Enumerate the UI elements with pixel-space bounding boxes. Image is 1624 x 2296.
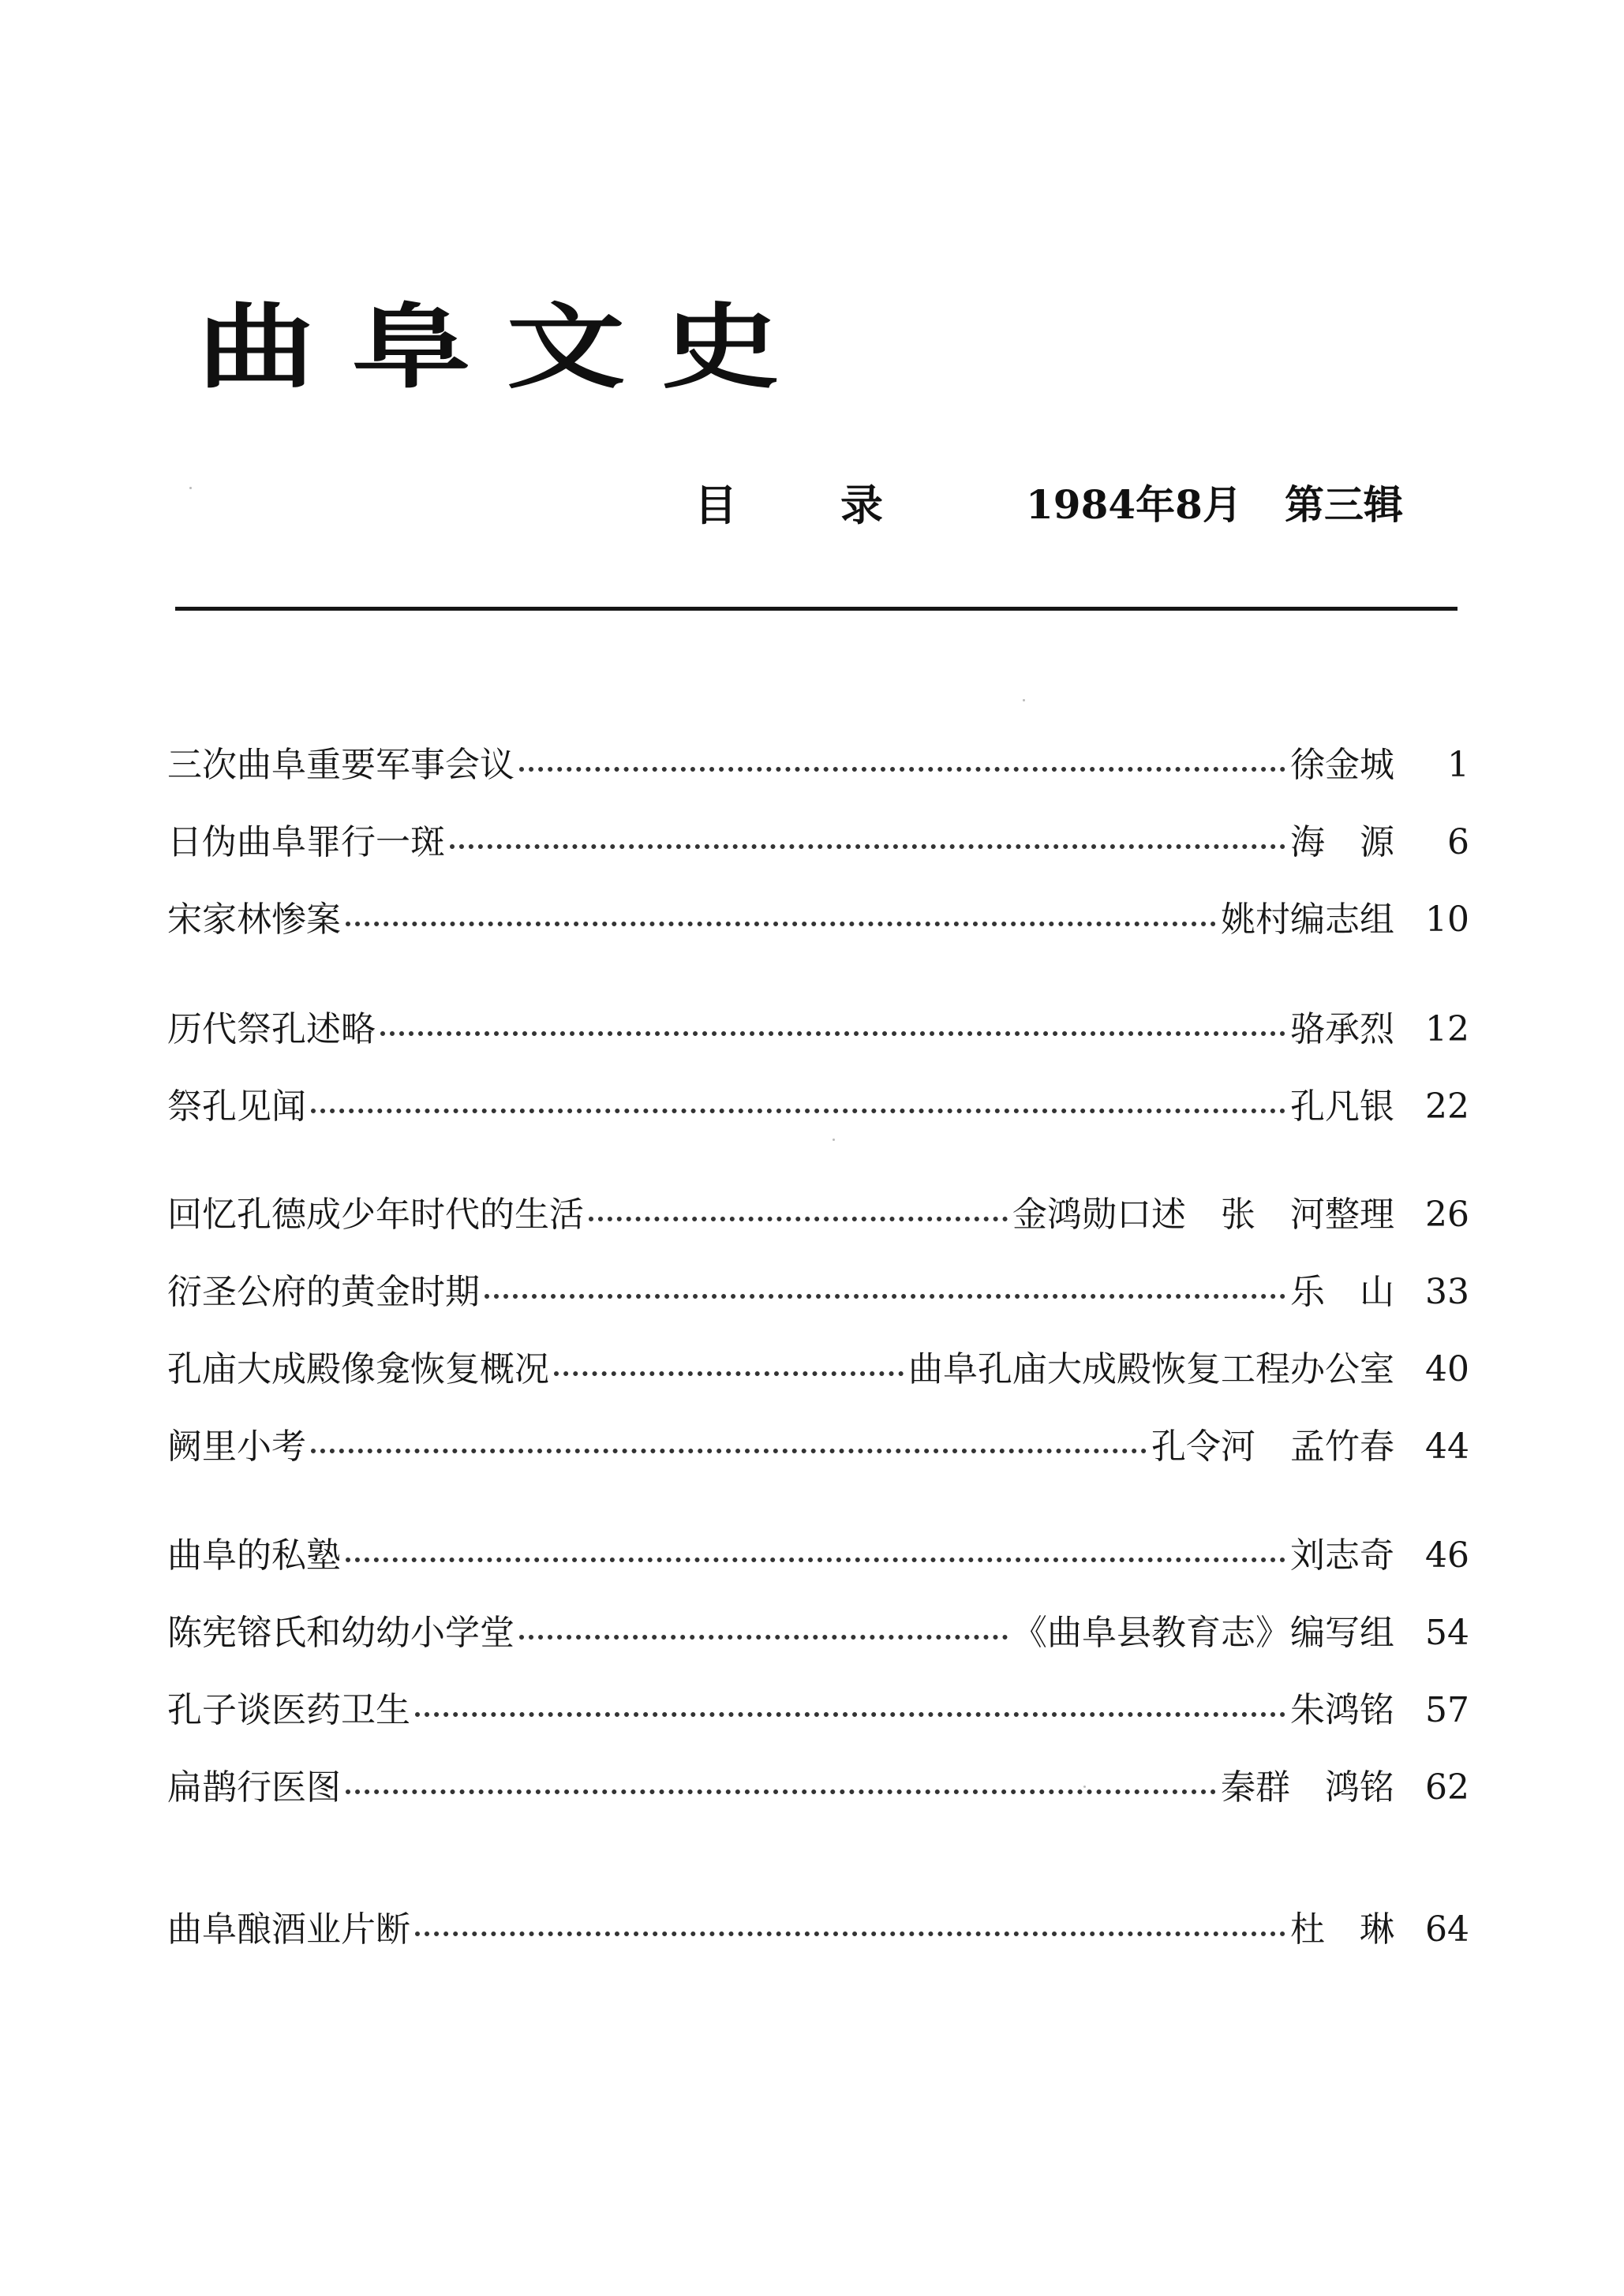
- dot-leader: [485, 1294, 1285, 1299]
- dot-leader: [380, 1031, 1285, 1036]
- dot-leader: [415, 1712, 1285, 1717]
- entry-page-number: 44: [1425, 1427, 1469, 1467]
- entry-page-number: 33: [1425, 1272, 1469, 1312]
- toc-entry: [167, 1760, 1469, 1815]
- entry-title: 孔子谈医药卫生: [167, 1690, 410, 1730]
- dot-leader: [311, 1109, 1285, 1113]
- entry-page-number: 6: [1447, 822, 1469, 862]
- entry-title: 孔庙大成殿像龛恢复概况: [167, 1349, 549, 1389]
- entry-title: 曲阜酿酒业片断: [167, 1909, 410, 1950]
- entry-title: 祭孔见闻: [167, 1086, 306, 1127]
- masthead-title: [197, 284, 780, 410]
- dot-leader: [346, 1789, 1216, 1794]
- entry-page-number: 54: [1425, 1613, 1469, 1653]
- toc-entry: [167, 892, 1469, 948]
- entry-author: 孔凡银: [1290, 1086, 1394, 1127]
- scan-speck: [189, 487, 192, 489]
- scan-speck: [1083, 1786, 1086, 1788]
- dot-leader: [346, 1557, 1285, 1562]
- toc-entry: [167, 1187, 1469, 1243]
- issue-number: 第三辑: [1285, 481, 1403, 528]
- dot-leader: [589, 1217, 1008, 1221]
- toc-entry: [167, 815, 1469, 870]
- entry-page-number: 10: [1425, 899, 1469, 940]
- entry-title: 衍圣公府的黄金时期: [167, 1272, 480, 1312]
- dot-leader: [450, 844, 1285, 849]
- entry-page-number: 22: [1425, 1086, 1469, 1127]
- dot-leader: [519, 767, 1285, 772]
- dot-leader: [346, 922, 1216, 926]
- entry-page-number: 26: [1425, 1195, 1469, 1235]
- entry-author: 骆承烈: [1290, 1009, 1394, 1049]
- scan-speck: [1023, 699, 1025, 701]
- entry-author: 徐金城: [1290, 745, 1394, 785]
- toc-entry: [167, 1342, 1469, 1397]
- toc-entry: [167, 1683, 1469, 1738]
- entry-author: 秦群 鸿铭: [1221, 1767, 1394, 1808]
- toc-entry: [167, 1265, 1469, 1320]
- entry-title: 回忆孔德成少年时代的生活: [167, 1195, 584, 1235]
- entry-title: 陈宪镕氏和幼幼小学堂: [167, 1613, 515, 1653]
- entry-title: 阙里小考: [167, 1427, 306, 1467]
- entry-page-number: 40: [1425, 1349, 1469, 1389]
- entry-author: 《曲阜县教育志》编写组: [1012, 1613, 1394, 1653]
- toc-heading-char-2: 录: [840, 480, 883, 530]
- entry-page-number: 46: [1425, 1535, 1469, 1576]
- entry-page-number: 1: [1447, 745, 1469, 785]
- entry-title: 日伪曲阜罪行一斑: [167, 822, 445, 862]
- toc-entry: [167, 1606, 1469, 1661]
- entry-page-number: 64: [1425, 1909, 1469, 1950]
- entry-title: 历代祭孔述略: [167, 1009, 376, 1049]
- toc-entry: [167, 1079, 1469, 1135]
- entry-title: 宋家林惨案: [167, 899, 341, 940]
- masthead-char-shi: 史: [661, 293, 780, 402]
- entry-title: 曲阜的私塾: [167, 1535, 341, 1576]
- entry-title: 三次曲阜重要军事会议: [167, 745, 515, 785]
- entry-page-number: 62: [1425, 1767, 1469, 1808]
- masthead-char-wen: 文: [507, 293, 626, 402]
- dot-leader: [554, 1371, 904, 1376]
- dot-leader: [415, 1931, 1285, 1936]
- entry-author: 朱鸿铭: [1290, 1690, 1394, 1730]
- masthead-char-qu: 曲: [197, 293, 316, 402]
- entry-author: 姚村编志组: [1221, 899, 1394, 940]
- entry-author: 金鸿勋口述 张 河整理: [1012, 1195, 1394, 1235]
- dot-leader: [311, 1449, 1147, 1453]
- toc-entry: [167, 738, 1469, 793]
- toc-entry: [167, 1002, 1469, 1057]
- entry-author: 孔令河 孟竹春: [1151, 1427, 1394, 1467]
- entry-page-number: 12: [1425, 1009, 1469, 1049]
- entry-title: 扁鹊行医图: [167, 1767, 341, 1808]
- header-divider: [175, 607, 1457, 611]
- dot-leader: [519, 1635, 1008, 1640]
- toc-heading-char-1: 目: [694, 480, 737, 530]
- entry-author: 乐 山: [1290, 1272, 1394, 1312]
- scan-speck: [833, 1139, 835, 1141]
- entry-author: 曲阜孔庙大成殿恢复工程办公室: [908, 1349, 1394, 1389]
- entry-author: 杜 琳: [1290, 1909, 1394, 1950]
- toc-entry: [167, 1419, 1469, 1475]
- entry-author: 海 源: [1290, 822, 1394, 862]
- toc-entry: [167, 1902, 1469, 1958]
- entry-author: 刘志奇: [1290, 1535, 1394, 1576]
- issue-date: 1984年8月: [1026, 481, 1242, 528]
- entry-page-number: 57: [1425, 1690, 1469, 1730]
- toc-entry: [167, 1528, 1469, 1584]
- masthead-char-fu: 阜: [352, 293, 471, 402]
